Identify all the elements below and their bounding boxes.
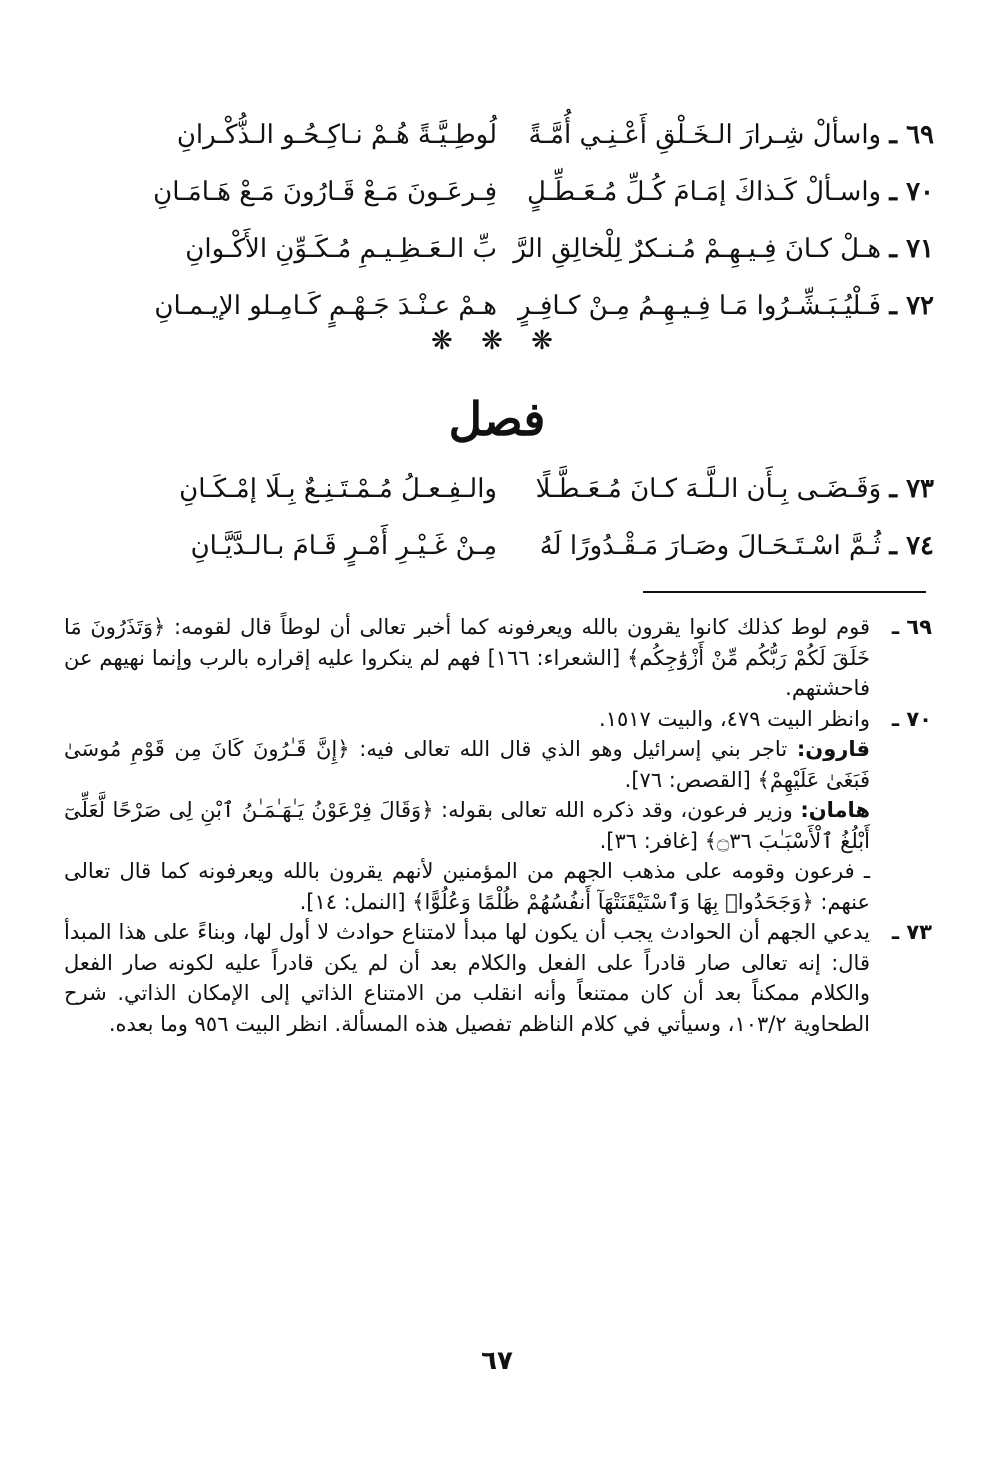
verse-line (60, 163, 934, 220)
section-separator: ❋ ❋ ❋ (431, 326, 563, 356)
footnotes (64, 612, 932, 1039)
verse-second-hemistich: هـمْ عـنْـدَ جَـهْـمٍ كَـامِـلو الإيـمـانِ (154, 290, 497, 321)
footnote-text: ـ فرعون وقومه على مذهب الجهم من المؤمنين لأنهم يقرون بالله ويعرفونه كما قال تعالى عنهم: ﴿وَجَحَدُوا۟ بِهَا وَٱسْتَيْقَنَتْهَآ أَنفُسُهُمْ ظُلْمًا وَعُلُوًّا﴾ [النمل: ١٤]. (64, 859, 870, 914)
verse-line (60, 460, 934, 517)
verse-line (60, 106, 934, 163)
entry-text: وزير فرعون، وقد ذكره الله تعالى بقوله: ﴿وَقَالَ فِرْعَوْنُ يَـٰهَـٰمَـٰنُ ٱبْنِ لِى صَرْحًا لَّعَلِّىٓ أَبْلُغُ ٱلْأَسْبَـٰبَ ۝٣٦﴾ [غافر: ٣٦]. (64, 798, 870, 853)
verse-number: ٧١ ـ (889, 233, 934, 264)
verse-first-hemistich: ثُـمَّ اسْـتَـحَـالَ وصَـارَ مَـقْـدُورًا لَهُ (539, 530, 882, 561)
poem-verses-section (60, 460, 934, 574)
verse-second-hemistich: مِـنْ غَـيْـرِ أَمْـرٍ قَـامَ بـالـدَّيَّـانِ (190, 530, 497, 561)
footnote-number: ٦٩ ـ (891, 615, 932, 639)
page-number: ٦٧ (481, 1346, 513, 1376)
verse-second-hemistich: فِـرعَـونَ مَـعْ قَـارُونَ مَـعْ هَـامَـانِ (153, 176, 497, 207)
section-heading: فصل (448, 392, 546, 446)
verse-first-hemistich: وَقَـضَـى بِـأَن الـلَّـهَ كـانَ مُـعَـطَّـلًا (535, 473, 882, 504)
verse-second-hemistich: والـفِـعـلُ مُـمْـتَـنِـعٌ بِـلَا إمْـكَـانِ (179, 473, 497, 504)
verse-number: ٧٣ ـ (889, 473, 934, 504)
verse-number: ٧٢ ـ (889, 290, 934, 321)
footnote (64, 704, 932, 918)
footnote-divider (643, 591, 926, 593)
verse-first-hemistich: واسـألْ كَـذاكَ إمَـامَ كُـلِّ مُـعَـطِّـلٍ (526, 176, 882, 207)
footnote-text: يدعي الجهم أن الحوادث يجب أن يكون لها مبدأ لامتناع حوادث لا أول لها، وبناءً على هذا المبدأ قال: إنه تعالى صار قادراً على الفعل والكلام بعد أن لم يكن قادراً عليه لكونه صار الفعل والكلام ممكناً بعد أن كان ممتنعاً وأنه انقلب من الامتناع الذاتي إلى الإمكان الذاتي. شرح الطحاوية ١٠٣/٢، وسيأتي في كلام الناظم تفصيل هذه المسألة. انظر البيت ٩٥٦ وما بعده. (64, 920, 870, 1036)
verse-number: ٧٠ ـ (889, 176, 934, 207)
footnote-entry (64, 795, 870, 856)
footnote-text: قوم لوط كذلك كانوا يقرون بالله ويعرفونه كما أخبر تعالى أن لوطاً قال لقومه: ﴿وَتَذَرُونَ مَا خَلَقَ لَكُمْ رَبُّكُم مِّنْ أَزْوَٰجِكُم﴾ [الشعراء: ١٦٦] فهم لم ينكروا عليه إقراره بالرب وإنما نهيهم عن فاحشتهم. (64, 615, 870, 700)
entry-text: تاجر بني إسرائيل وهو الذي قال الله تعالى فيه: ﴿إِنَّ قَـٰرُونَ كَانَ مِن قَوْمِ مُوسَىٰ فَبَغَىٰ عَلَيْهِمْ﴾ [القصص: ٧٦]. (64, 737, 870, 792)
verse-second-hemistich: بِّ الـعَـظِـيـمِ مُـكَـوِّنِ الأَكْـوانِ (185, 233, 497, 264)
footnote (64, 917, 932, 1039)
verse-second-hemistich: لُوطِـيَّـةً هُـمْ نـاكِـحُـو الـذُّكْـرانِ (176, 119, 497, 150)
footnote-text: وانظر البيت ٤٧٩، والبيت ١٥١٧. (599, 706, 870, 731)
footnote (64, 612, 932, 704)
entry-term: هامان: (800, 798, 870, 822)
verse-number: ٧٤ ـ (889, 530, 934, 561)
verse-line (60, 220, 934, 277)
footnote-number: ٧٣ ـ (891, 920, 932, 944)
verse-first-hemistich: فَـلْيُـبَـشِّـرُوا مَـا فِـيـهِـمُ مِـنْ كـافِـرٍ (518, 290, 882, 321)
entry-term: قارون: (796, 737, 870, 761)
poem-verses (60, 106, 934, 334)
footnote-entry (64, 734, 870, 795)
footnote-number: ٧٠ ـ (891, 706, 932, 731)
verse-number: ٦٩ ـ (889, 119, 934, 150)
verse-first-hemistich: هـلْ كـانَ فِـيـهِـمْ مُـنـكرٌ لِلْخالِقِ الرَّ (513, 233, 882, 264)
verse-line (60, 517, 934, 574)
verse-first-hemistich: واسألْ شِـرارَ الـخَـلْقِ أَعْـنِـي أُمَّـةً (528, 119, 882, 150)
